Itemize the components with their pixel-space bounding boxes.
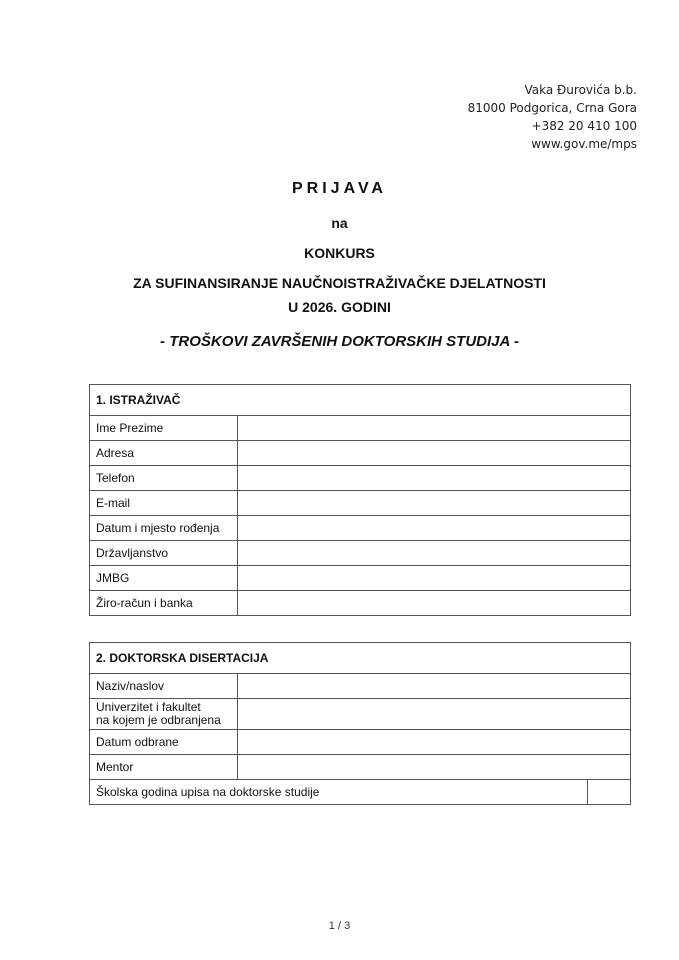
jmbg-field[interactable] [238, 566, 631, 591]
konkurs-heading: KONKURS [304, 245, 375, 261]
dissertation-table [89, 642, 631, 805]
table-row [90, 699, 631, 730]
table-row [90, 466, 631, 491]
address-field[interactable] [238, 441, 631, 466]
field-label: Adresa [90, 441, 238, 466]
dissertation-title-field[interactable] [238, 674, 631, 699]
table-row [90, 674, 631, 699]
table-row [90, 566, 631, 591]
field-label: E-mail [90, 491, 238, 516]
subtitle-line-3: - TROŠKOVI ZAVRŠENIH DOKTORSKIH STUDIJA - [160, 333, 519, 350]
field-label-line-1: Univerzitet i fakultet [96, 700, 201, 714]
page-number: 1 / 3 [328, 920, 351, 932]
table-row [90, 541, 631, 566]
table-row [90, 730, 631, 755]
address-city: 81000 Podgorica, Crna Gora [467, 101, 637, 115]
table-row [90, 780, 631, 805]
field-label: Ime Prezime [90, 416, 238, 441]
field-label [90, 699, 238, 730]
section-2-title: 2. DOKTORSKA DISERTACIJA [90, 643, 631, 674]
subtitle-line-1: ZA SUFINANSIRANJE NAUČNOISTRAŽIVAČKE DJELATNOSTI [133, 275, 546, 291]
bank-account-field[interactable] [238, 591, 631, 616]
field-label: Državljanstvo [90, 541, 238, 566]
field-label: Žiro-račun i banka [90, 591, 238, 616]
subtitle-line-2: U 2026. GODINI [288, 299, 391, 315]
address-street: Vaka Đurovića b.b. [524, 83, 637, 97]
field-label: Datum i mjesto rođenja [90, 516, 238, 541]
university-field[interactable] [238, 699, 631, 730]
address-phone: +382 20 410 100 [531, 119, 637, 133]
field-label: Telefon [90, 466, 238, 491]
table-row [90, 755, 631, 780]
table-row [90, 441, 631, 466]
field-label: Datum odbrane [90, 730, 238, 755]
citizenship-field[interactable] [238, 541, 631, 566]
title-connector: na [331, 215, 348, 231]
address-web: www.gov.me/mps [531, 137, 637, 151]
birth-date-place-field[interactable] [238, 516, 631, 541]
table-row [90, 416, 631, 441]
field-label: Mentor [90, 755, 238, 780]
name-field[interactable] [238, 416, 631, 441]
researcher-table [89, 384, 631, 616]
phone-field[interactable] [238, 466, 631, 491]
table-row [90, 491, 631, 516]
document-title: PRIJAVA [292, 180, 387, 197]
table-row [90, 591, 631, 616]
field-label-line-2: na kojem je odbranjena [96, 713, 221, 727]
email-field[interactable] [238, 491, 631, 516]
table-row [90, 516, 631, 541]
mentor-field[interactable] [238, 755, 631, 780]
institution-address [468, 81, 637, 153]
field-label: Školska godina upisa na doktorske studije [90, 780, 588, 805]
defense-date-field[interactable] [238, 730, 631, 755]
field-label: JMBG [90, 566, 238, 591]
field-label: Naziv/naslov [90, 674, 238, 699]
enrollment-year-field[interactable] [588, 780, 631, 805]
section-1-title: 1. ISTRAŽIVAČ [90, 385, 631, 416]
